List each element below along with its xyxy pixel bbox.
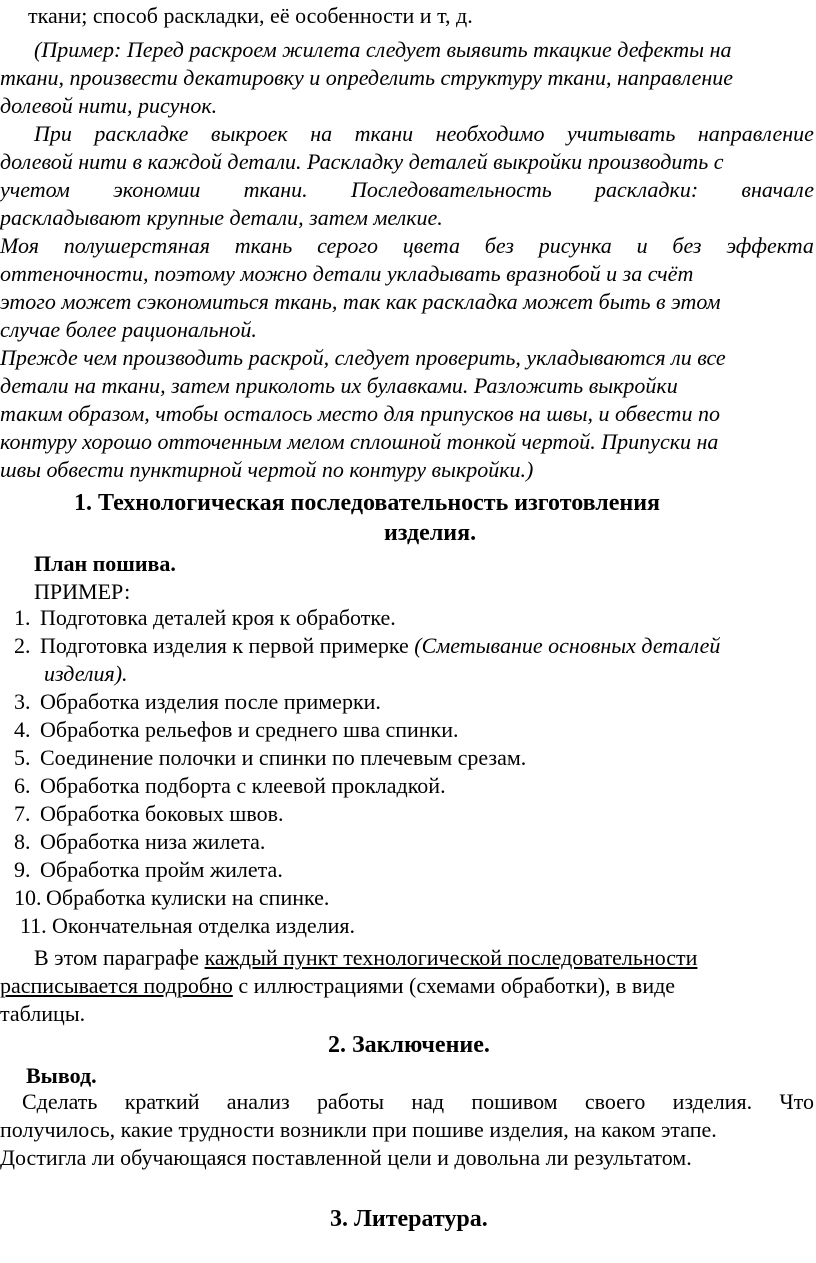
word: рисунка bbox=[538, 233, 612, 258]
list-item-text: Обработка пройм жилета. bbox=[40, 857, 283, 882]
word: на bbox=[310, 121, 333, 146]
list-item-number: 4. bbox=[14, 717, 31, 742]
example-par4-line5: швы обвести пунктирной чертой по контуру выкройки.) bbox=[0, 457, 534, 482]
list-item-text: Обработка рельефов и среднего шва спинки. bbox=[40, 717, 459, 742]
word: Моя bbox=[0, 233, 39, 258]
word: над bbox=[411, 1089, 445, 1114]
list-item bbox=[14, 772, 446, 800]
word: цвета bbox=[402, 233, 460, 258]
word: ткани bbox=[354, 121, 414, 146]
justified-words bbox=[0, 232, 814, 260]
word: Сделать bbox=[22, 1089, 98, 1114]
list-item-note: изделия). bbox=[44, 661, 128, 686]
word: раскладке bbox=[94, 121, 189, 146]
justified-words bbox=[34, 120, 814, 148]
list-item-number: 2. bbox=[14, 633, 31, 658]
list-item-text: Обработка изделия после примерки. bbox=[40, 689, 381, 714]
list-item-text: Подготовка деталей кроя к обработке. bbox=[40, 605, 396, 630]
list-item-text: Обработка низа жилета. bbox=[40, 829, 266, 854]
list-item bbox=[14, 828, 265, 856]
word: учетом bbox=[0, 177, 70, 202]
paragraph-start: В этом параграфе bbox=[34, 945, 205, 970]
word: работы bbox=[316, 1089, 385, 1114]
list-item-number: 5. bbox=[14, 745, 31, 770]
word: краткий bbox=[124, 1089, 200, 1114]
example-par3-line2: оттеночности, поэтому можно детали укладывать вразнобой и за счёт bbox=[0, 261, 694, 286]
list-item-number: 11. bbox=[20, 913, 47, 938]
list-item-number: 9. bbox=[14, 857, 31, 882]
plan-label: План пошива. bbox=[34, 551, 176, 576]
list-item bbox=[14, 744, 526, 772]
example-par1-line1: (Пример: Перед раскроем жилета следует выявить ткацкие дефекты на bbox=[34, 37, 732, 62]
word: анализ bbox=[226, 1089, 290, 1114]
example-par2-line3 bbox=[0, 176, 814, 204]
word: эффекта bbox=[726, 233, 814, 258]
list-item bbox=[44, 660, 128, 688]
section1-title-line1: 1. Технологическая последовательность изготовления bbox=[74, 490, 661, 516]
justified-words bbox=[22, 1088, 814, 1116]
list-item-number: 3. bbox=[14, 689, 31, 714]
example-par4-line1: Прежде чем производить раскрой, следует проверить, укладываются ли все bbox=[0, 345, 726, 370]
section2-title: 2. Заключение. bbox=[328, 1032, 490, 1058]
word: пошивом bbox=[471, 1089, 558, 1114]
example-label: ПРИМЕР: bbox=[34, 579, 131, 604]
conclusion-line1 bbox=[22, 1088, 814, 1116]
list-item bbox=[14, 800, 283, 828]
list-item-number: 7. bbox=[14, 801, 31, 826]
list-item-text: Обработка кулиски на спинке. bbox=[46, 885, 330, 910]
word: и bbox=[636, 233, 648, 258]
paragraph-line1 bbox=[34, 944, 697, 972]
word: Последовательность bbox=[350, 177, 552, 202]
list-item-text: Обработка боковых швов. bbox=[40, 801, 284, 826]
list-item-number: 1. bbox=[14, 605, 31, 630]
list-item-number: 8. bbox=[14, 829, 31, 854]
section1-title-line2: изделия. bbox=[384, 520, 477, 546]
list-item bbox=[14, 604, 396, 632]
example-par4-line2: детали на ткани, затем приколоть их булавками. Разложить выкройки bbox=[0, 373, 678, 398]
list-item-note: (Сметывание основных деталей bbox=[414, 633, 721, 658]
list-item-text: Окончательная отделка изделия. bbox=[52, 913, 356, 938]
list-item-text: Подготовка изделия к первой примерке bbox=[40, 633, 415, 658]
example-par2-line2: долевой нити в каждой детали. Раскладку деталей выкройки производить с bbox=[0, 149, 724, 174]
word: раскладки: bbox=[595, 177, 699, 202]
word: ткани. bbox=[243, 177, 308, 202]
word: необходимо bbox=[435, 121, 545, 146]
paragraph-line3: таблицы. bbox=[0, 1001, 86, 1026]
conclusion-label: Вывод. bbox=[26, 1063, 97, 1088]
word: без bbox=[672, 233, 702, 258]
word: При bbox=[34, 121, 72, 146]
paragraph-underline2: расписывается подробно bbox=[0, 973, 233, 998]
list-item-number: 10. bbox=[14, 885, 42, 910]
example-par1-line3: долевой нити, рисунок. bbox=[0, 93, 218, 118]
word: ткань bbox=[234, 233, 293, 258]
list-item bbox=[20, 912, 355, 940]
list-item bbox=[14, 688, 381, 716]
example-par3-line4: случае более рациональной. bbox=[0, 317, 257, 342]
word: направление bbox=[697, 121, 814, 146]
word: экономии bbox=[113, 177, 201, 202]
example-par2-line1 bbox=[34, 120, 814, 148]
list-item-number: 6. bbox=[14, 773, 31, 798]
word: полушерстяная bbox=[63, 233, 210, 258]
word: своего bbox=[584, 1089, 646, 1114]
section3-title: 3. Литература. bbox=[330, 1206, 488, 1232]
conclusion-line3: Достигла ли обучающаяся поставленной цели и довольна ли результатом. bbox=[0, 1145, 692, 1170]
example-par3-line1 bbox=[0, 232, 814, 260]
list-item bbox=[14, 884, 329, 912]
word: вначале bbox=[741, 177, 814, 202]
intro-line: ткани; способ раскладки, её особенности и т, д. bbox=[28, 3, 473, 28]
example-par4-line3: таким образом, чтобы осталось место для припусков на швы, и обвести по bbox=[0, 401, 720, 426]
example-par4-line4: контуру хорошо отточенным мелом сплошной тонкой чертой. Припуски на bbox=[0, 429, 719, 454]
list-item bbox=[14, 856, 283, 884]
word: без bbox=[484, 233, 514, 258]
example-par3-line3: этого может сэкономиться ткань, так как раскладка может быть в этом bbox=[0, 289, 721, 314]
justified-words bbox=[0, 176, 814, 204]
paragraph-line2 bbox=[0, 972, 675, 1000]
example-par1-line2: ткани, произвести декатировку и определить структуру ткани, направление bbox=[0, 65, 734, 90]
word: Что bbox=[779, 1089, 814, 1114]
word: выкроек bbox=[210, 121, 288, 146]
example-par2-line4: раскладывают крупные детали, затем мелкие. bbox=[0, 205, 443, 230]
list-item-text: Обработка подборта с клеевой прокладкой. bbox=[40, 773, 446, 798]
list-item bbox=[14, 632, 720, 660]
word: учитывать bbox=[566, 121, 676, 146]
paragraph-underline1: каждый пункт технологической последовательности bbox=[204, 945, 698, 970]
conclusion-line2: получилось, какие трудности возникли при пошиве изделия, на каком этапе. bbox=[0, 1117, 717, 1142]
word: изделия. bbox=[672, 1089, 753, 1114]
word: серого bbox=[317, 233, 378, 258]
list-item-text: Соединение полочки и спинки по плечевым срезам. bbox=[40, 745, 527, 770]
list-item bbox=[14, 716, 459, 744]
paragraph-rest: с иллюстрациями (схемами обработки), в виде bbox=[232, 973, 676, 998]
